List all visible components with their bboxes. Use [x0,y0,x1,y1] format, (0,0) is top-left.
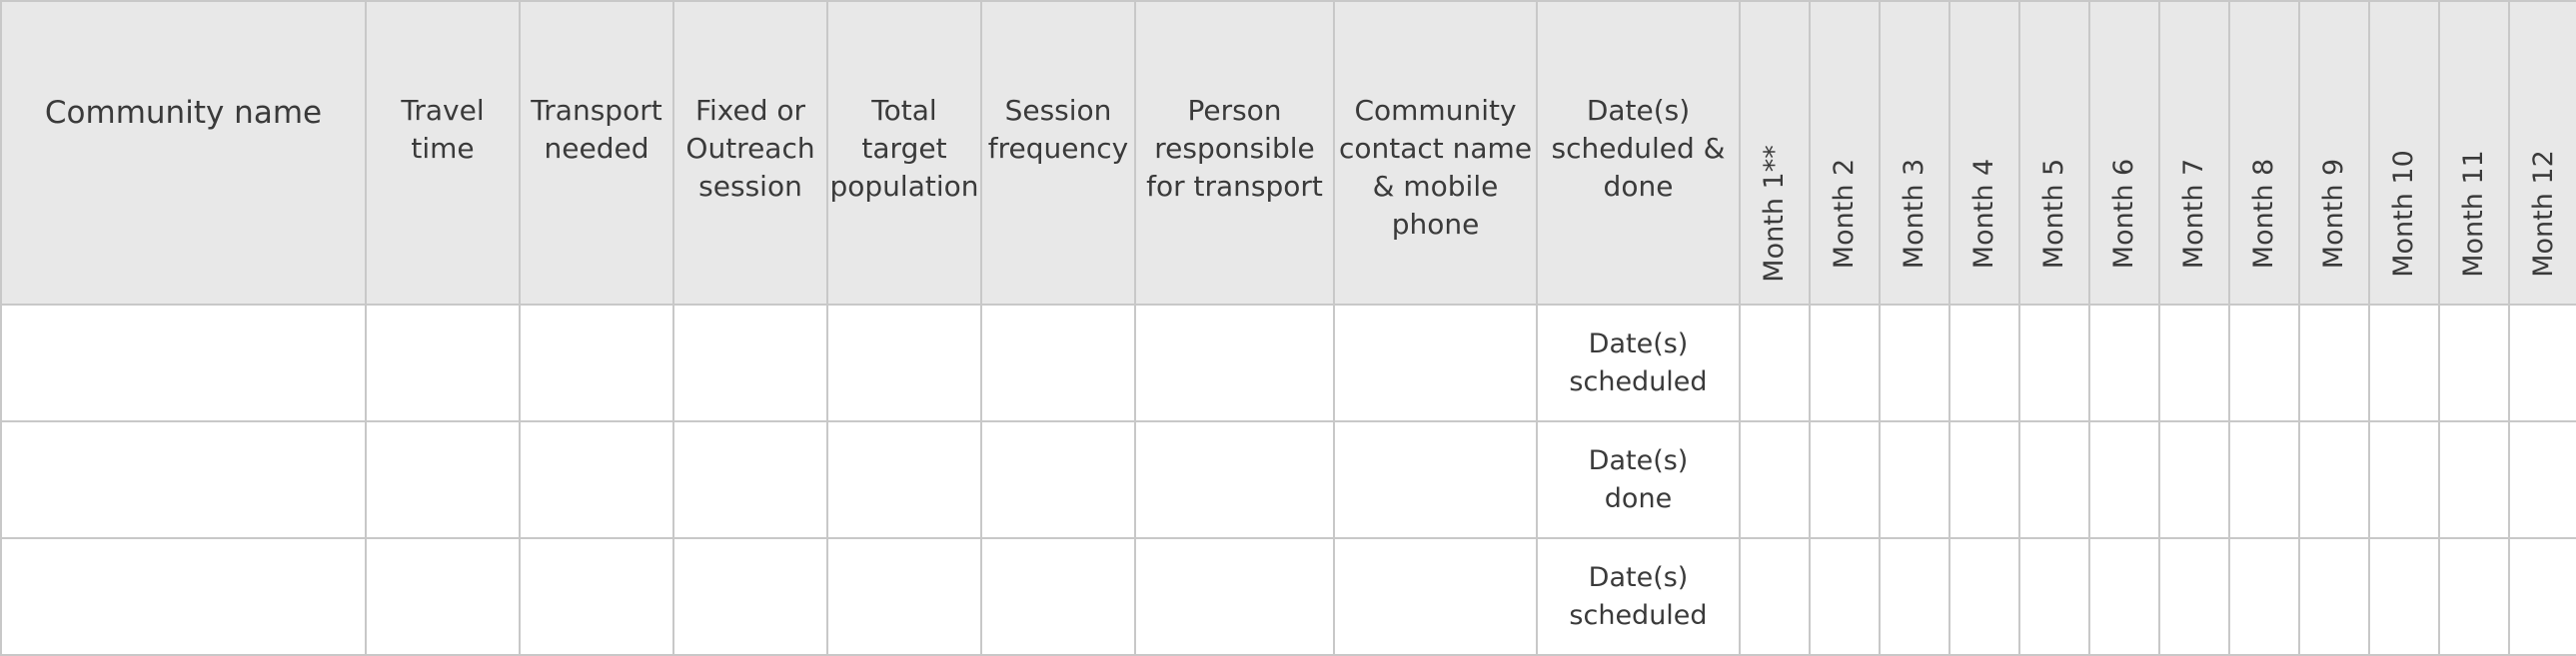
month-6-cell[interactable] [2089,421,2159,538]
fixed-or-outreach-cell[interactable] [673,305,827,421]
travel-time-cell[interactable] [366,421,520,538]
month-12-cell[interactable] [2509,421,2576,538]
month-5-cell[interactable] [2019,538,2089,655]
month-8-cell[interactable] [2229,305,2299,421]
community-name-cell[interactable] [1,538,366,655]
person-responsible-cell[interactable] [1135,538,1334,655]
community-contact-cell[interactable] [1334,538,1537,655]
header-label: Fixed or Outreach session [685,94,815,203]
total-target-population-cell[interactable] [827,305,981,421]
person-responsible-cell[interactable] [1135,421,1334,538]
header-label: Total target population [829,94,979,203]
header-month-8 [2229,1,2299,305]
month-7-cell[interactable] [2159,538,2229,655]
header-total-target-population [827,1,981,305]
month-11-cell[interactable] [2439,305,2509,421]
total-target-population-cell[interactable] [827,538,981,655]
month-1-cell[interactable] [1740,538,1810,655]
header-label: Community contact name & mobile phone [1338,94,1533,241]
month-2-cell[interactable] [1810,421,1880,538]
header-label: Travel time [401,94,485,165]
header-month-6 [2089,1,2159,305]
month-3-cell[interactable] [1880,421,1949,538]
month-label: Month 9 [2318,158,2349,270]
header-transport-needed [520,1,673,305]
transport-needed-cell[interactable] [520,305,673,421]
month-label: Month 1** [1759,145,1790,283]
date-label-cell: Date(s) scheduled [1537,305,1740,421]
month-2-cell[interactable] [1810,538,1880,655]
month-label: Month 5 [2038,158,2069,270]
month-3-cell[interactable] [1880,538,1949,655]
month-6-cell[interactable] [2089,305,2159,421]
community-contact-cell[interactable] [1334,305,1537,421]
table-row [1,305,2576,421]
header-session-frequency [981,1,1135,305]
table-body [1,305,2576,655]
header-month-4 [1949,1,2019,305]
header-month-7 [2159,1,2229,305]
month-7-cell[interactable] [2159,305,2229,421]
header-label: Date(s) scheduled & done [1551,94,1726,203]
month-label: Month 11 [2458,150,2489,278]
travel-time-cell[interactable] [366,538,520,655]
month-5-cell[interactable] [2019,421,2089,538]
session-frequency-cell[interactable] [981,421,1135,538]
month-10-cell[interactable] [2369,305,2439,421]
month-label: Month 2 [1829,158,1860,270]
month-4-cell[interactable] [1949,538,2019,655]
header-month-12 [2509,1,2576,305]
session-frequency-cell[interactable] [981,538,1135,655]
month-12-cell[interactable] [2509,305,2576,421]
session-frequency-cell[interactable] [981,305,1135,421]
header-community-name [1,1,366,305]
month-3-cell[interactable] [1880,305,1949,421]
header-month-11 [2439,1,2509,305]
header-travel-time [366,1,520,305]
header-dates [1537,1,1740,305]
month-11-cell[interactable] [2439,421,2509,538]
month-8-cell[interactable] [2229,538,2299,655]
header-person-responsible [1135,1,1334,305]
month-12-cell[interactable] [2509,538,2576,655]
header-row [1,1,2576,305]
total-target-population-cell[interactable] [827,421,981,538]
month-6-cell[interactable] [2089,538,2159,655]
month-label: Month 4 [1968,158,1999,270]
fixed-or-outreach-cell[interactable] [673,421,827,538]
table-row [1,421,2576,538]
month-8-cell[interactable] [2229,421,2299,538]
month-4-cell[interactable] [1949,305,2019,421]
community-name-cell[interactable] [1,305,366,421]
header-month-10 [2369,1,2439,305]
header-community-contact [1334,1,1537,305]
header-label: Person responsible for transport [1146,94,1323,203]
header-fixed-or-outreach [673,1,827,305]
month-1-cell[interactable] [1740,305,1810,421]
header-label: Community name [44,95,323,131]
header-month-3 [1880,1,1949,305]
month-label: Month 8 [2248,158,2279,270]
month-label: Month 3 [1899,158,1930,270]
header-month-9 [2299,1,2369,305]
month-2-cell[interactable] [1810,305,1880,421]
month-label: Month 12 [2527,150,2559,278]
month-7-cell[interactable] [2159,421,2229,538]
fixed-or-outreach-cell[interactable] [673,538,827,655]
date-label-cell: Date(s) scheduled [1537,538,1740,655]
month-label: Month 6 [2108,158,2139,270]
header-month-1 [1740,1,1810,305]
table-row [1,538,2576,655]
date-label-cell: Date(s) done [1537,421,1740,538]
community-contact-cell[interactable] [1334,421,1537,538]
travel-time-cell[interactable] [366,305,520,421]
month-9-cell[interactable] [2299,538,2369,655]
month-5-cell[interactable] [2019,305,2089,421]
header-month-2 [1810,1,1880,305]
header-label: Transport needed [531,94,662,165]
month-label: Month 10 [2388,150,2419,278]
month-11-cell[interactable] [2439,538,2509,655]
transport-needed-cell[interactable] [520,538,673,655]
month-label: Month 7 [2178,158,2209,270]
transport-needed-cell[interactable] [520,421,673,538]
header-label: Session frequency [987,94,1129,165]
month-4-cell[interactable] [1949,421,2019,538]
person-responsible-cell[interactable] [1135,305,1334,421]
community-name-cell[interactable] [1,421,366,538]
month-9-cell[interactable] [2299,421,2369,538]
month-1-cell[interactable] [1740,421,1810,538]
month-10-cell[interactable] [2369,538,2439,655]
month-9-cell[interactable] [2299,305,2369,421]
header-month-5 [2019,1,2089,305]
month-10-cell[interactable] [2369,421,2439,538]
